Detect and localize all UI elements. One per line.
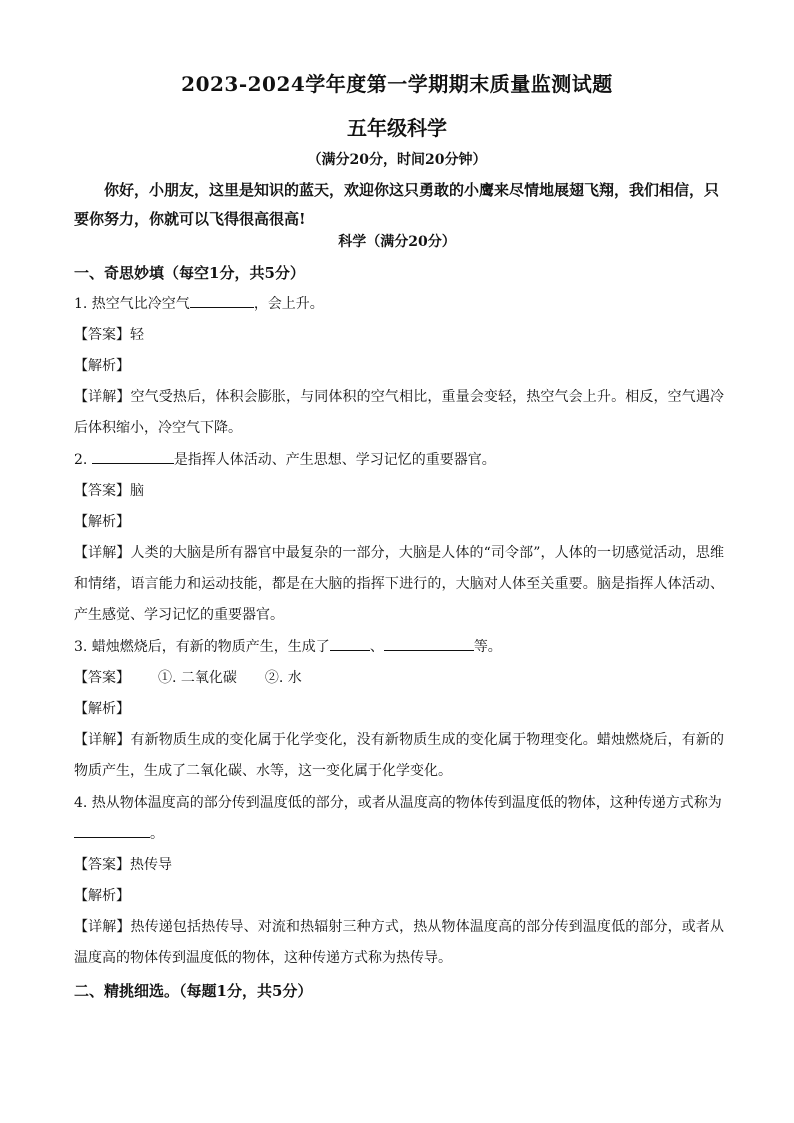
q2-detail: 【详解】人类的大脑是所有器官中最复杂的一部分，大脑是人体的“司令部”，人体的一切感觉活动，思维和情绪，语言能力和运动技能，都是在大脑的指挥下进行的，大脑对人体至关重要。脑是指挥人体活动、产生感觉、学习记忆的重要器官。	[74, 545, 724, 623]
q4-answer: 【答案】热传导	[74, 857, 172, 873]
q4-detail: 【详解】热传递包括热传导、对流和热辐射三种方式，热从物体温度高的部分传到温度低的部分，或者从温度高的物体传到温度低的物体，这种传递方式称为热传导。	[74, 919, 724, 966]
q3-blank-2	[384, 635, 474, 651]
exam-intro: 你好，小朋友，这里是知识的蓝天，欢迎你这只勇敢的小鹰来尽情地展翅飞翔，我们相信，只要你努力，你就可以飞得很高很高!	[74, 181, 720, 228]
exam-meta: （满分20分，时间20分钟）	[307, 152, 487, 168]
exam-title: 2023-2024学年度第一学期期末质量监测试题	[181, 72, 613, 96]
q3-answer	[74, 663, 722, 694]
section-2-heading: 二、精挑细选。（每题1分，共5分）	[74, 982, 313, 1000]
q3-answer-option-1: ①. 二氧化碳	[158, 670, 237, 686]
q1-analysis: 【解析】	[74, 358, 130, 374]
q4-blank	[74, 822, 150, 838]
q2-analysis: 【解析】	[74, 514, 130, 530]
section-1-heading: 一、奇思妙填（每空1分，共5分）	[74, 264, 305, 282]
question-1	[74, 289, 722, 320]
question-3	[74, 632, 722, 663]
q4-stem: 4. 热从物体温度高的部分传到温度低的部分，或者从温度高的物体传到温度低的物体，这种传递方式称为	[74, 795, 722, 811]
q1-stem-after: ，会上升。	[253, 296, 324, 312]
q3-analysis: 【解析】	[74, 701, 130, 717]
q1-answer: 【答案】轻	[74, 327, 144, 343]
q1-detail: 【详解】空气受热后，体积会膨胀，与同体积的空气相比，重量会变轻，热空气会上升。相反，空气遇冷后体积缩小，冷空气下降。	[74, 389, 724, 436]
q4-stem-end: 。	[150, 826, 164, 842]
exam-subtitle: 五年级科学	[347, 116, 447, 140]
question-2	[74, 445, 722, 476]
q3-blank-1	[330, 635, 370, 651]
q1-stem-before: 1. 热空气比冷空气	[74, 296, 190, 312]
q2-answer: 【答案】脑	[74, 483, 144, 499]
q2-num: 2.	[74, 452, 88, 468]
science-label: 科学（满分20分）	[338, 234, 456, 250]
q3-sep: 、	[369, 639, 384, 655]
q3-answer-label: 【答案】	[74, 670, 130, 686]
q3-detail: 【详解】有新物质生成的变化属于化学变化，没有新物质生成的变化属于物理变化。蜡烛燃烧后，有新的物质产生，生成了二氧化碳、水等，这一变化属于化学变化。	[74, 732, 724, 779]
q2-stem-after: 是指挥人体活动、产生思想、学习记忆的重要器官。	[173, 452, 496, 468]
q3-answer-option-2: ②. 水	[264, 670, 302, 686]
q1-blank	[190, 292, 254, 308]
q3-stem-after: 等。	[473, 639, 502, 655]
question-4	[74, 788, 724, 850]
q3-stem-before: 3. 蜡烛燃烧后，有新的物质产生，生成了	[74, 639, 330, 655]
q2-blank	[92, 448, 174, 464]
q4-analysis: 【解析】	[74, 888, 130, 904]
